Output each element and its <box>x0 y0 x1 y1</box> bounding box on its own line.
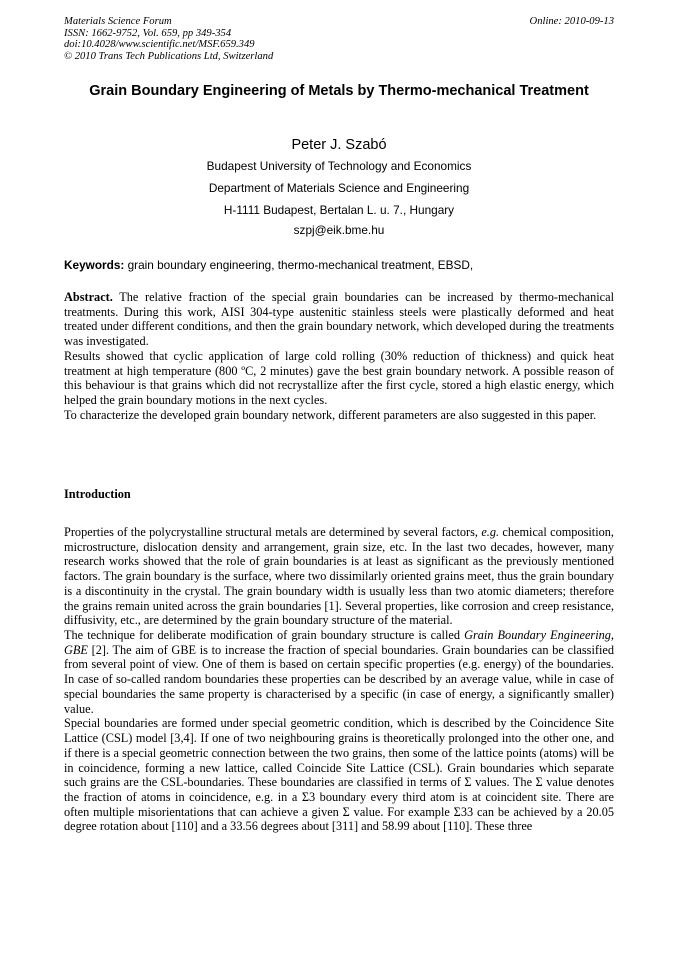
section-heading-introduction: Introduction <box>64 487 131 501</box>
paper-title: Grain Boundary Engineering of Metals by Thermo-mechanical Treatment <box>89 83 589 99</box>
keywords-text: grain boundary engineering, thermo-mechanical treatment, EBSD, <box>124 258 474 272</box>
issn-line: ISSN: 1662-9752, Vol. 659, pp 349-354 <box>64 27 232 39</box>
abstract-paragraph-1: Abstract. The relative fraction of the special grain boundaries can be increased by thermo-mechanical treatments. During this work, AISI 304-type austenitic stainless steels were plastically deformed and heat treated under different conditions, and then the grain boundary network, which developed during the treatments was investigated. <box>64 290 614 349</box>
keywords <box>64 258 614 272</box>
intro-paragraph-1: Properties of the polycrystalline structural metals are determined by several factors, e.g. chemical composition, microstructure, dislocation density and arrangement, grain size, etc. In the last two decades, however, many research works showed that the role of grain boundaries is at least as significant as the previously mentioned factors. The grain boundary is the surface, where two dissimilarly oriented grains meet, thus the grain boundary is a discontinuity in the crystal. The grain boundary width is usually less than two atomic diameters; therefore the grains remain united across the grain boundaries [1]. Several properties, like corrosion and creep resistance, diffusivity, etc., are determined by the grain boundary structure of the material. <box>64 525 615 628</box>
abstract <box>64 290 614 422</box>
affiliation-university: Budapest University of Technology and Economics <box>206 159 472 173</box>
online-date: Online: 2010-09-13 <box>529 16 614 27</box>
copyright-line: © 2010 Trans Tech Publications Ltd, Switzerland <box>64 50 274 62</box>
keywords-label: Keywords: <box>64 258 125 272</box>
author-name: Peter J. Szabó <box>291 137 387 153</box>
journal-header <box>64 16 273 62</box>
affiliation-department: Department of Materials Science and Engineering <box>208 181 470 195</box>
affiliation-address: H-1111 Budapest, Bertalan L. u. 7., Hungary <box>223 203 455 217</box>
abstract-paragraph-3: To characterize the developed grain boundary network, different parameters are also suggested in this paper. <box>64 407 597 422</box>
doi-line: doi:10.4028/www.scientific.net/MSF.659.349 <box>64 39 255 51</box>
author-email: szpj@eik.bme.hu <box>293 223 385 237</box>
intro-paragraph-2: The technique for deliberate modification of grain boundary structure is called Grain Boundary Engineering, GBE [2]. The aim of GBE is to increase the fraction of special boundaries. Grain boundaries can be classified from several point of view. One of them is based on certain specific properties (e.g. energy) of the boundaries. In case of so-called random boundaries these properties can be described by an average value, while in case of special boundaries the same property is characterised by a specific (in case of energy, a significantly smaller) value. <box>64 628 614 716</box>
introduction-body <box>64 525 614 834</box>
abstract-label: Abstract. <box>64 290 113 304</box>
journal-name: Materials Science Forum <box>64 16 172 27</box>
intro-paragraph-3: Special boundaries are formed under special geometric condition, which is described by the Coincidence Site Lattice (CSL) model [3,4]. If one of two neighbouring grains is theoretically prolonged into the other one, and if there is a special geometric connection between the two grains, then some of the lattice points (atoms) will be in coincidence, forming a new lattice, called Coincide Site Lattice (CSL). Grain boundaries which separate such grains are the CSL-boundaries. These boundaries are classified in terms of Σ values. The Σ value denotes the fraction of atoms in coincidence, e.g. in a Σ3 boundary every third atom is at coincident site. There are often multiple misorientations that can achieve a given Σ value. For example Σ33 can be achieved by a 20.05 degree rotation about [110] and a 33.56 degrees about [311] and 58.99 about [110]. These three <box>64 716 614 834</box>
abstract-paragraph-2: Results showed that cyclic application of large cold rolling (30% reduction of thickness) and quick heat treatment at high temperature (800 ºC, 2 minutes) gave the best grain boundary network. A possible reason of this behaviour is that grains which did not recrystallize after the first cycle, stored a high elastic energy, which helped the grain boundary motions in the next cycles. <box>64 348 614 408</box>
